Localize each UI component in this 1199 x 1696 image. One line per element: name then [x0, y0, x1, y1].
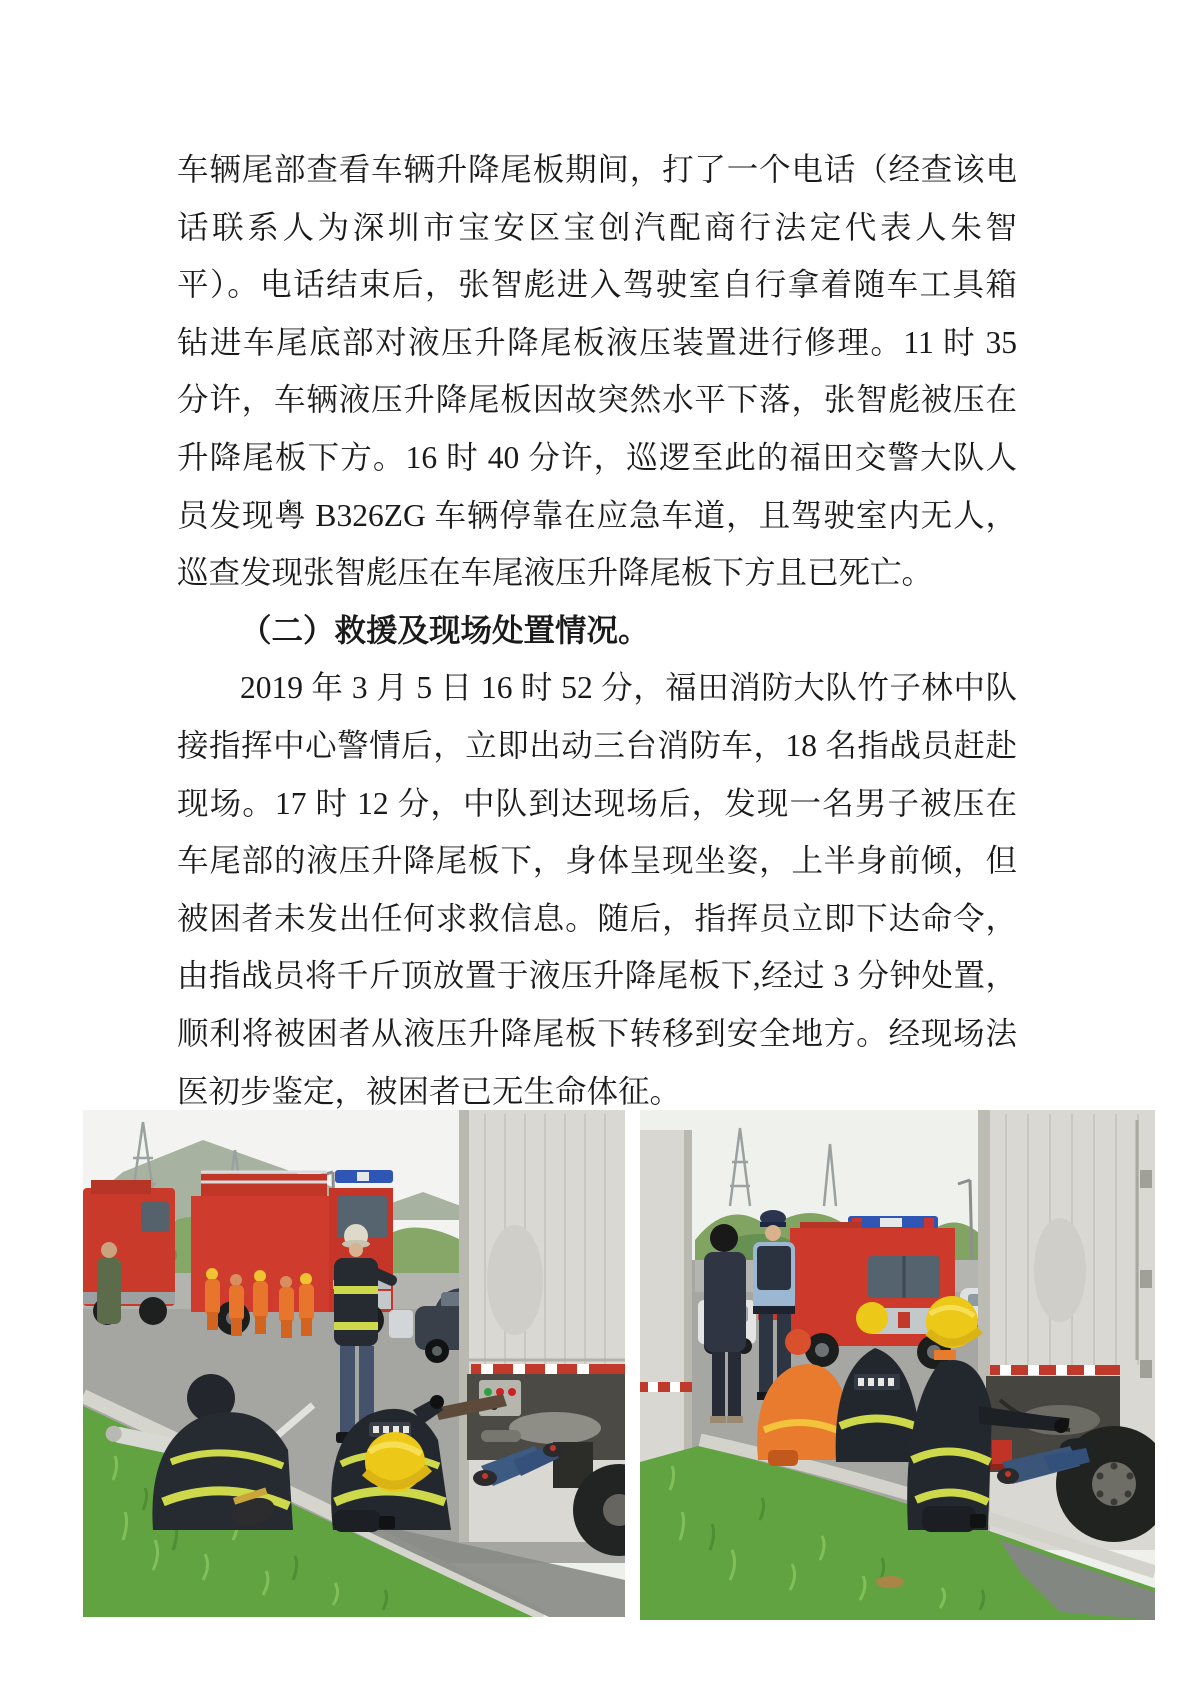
- section-heading: （二）救援及现场处置情况。: [240, 612, 650, 648]
- paragraph-line: 钻进车尾底部对液压升降尾板液压装置进行修理。11 时 35: [177, 324, 1017, 360]
- paragraph-line: 顺利将被困者从液压升降尾板下转移到安全地方。经现场法: [177, 1015, 1017, 1051]
- rescue-photo-left: [83, 1110, 625, 1617]
- paragraph-line: 升降尾板下方。16 时 40 分许，巡逻至此的福田交警大队人: [177, 439, 1017, 475]
- fire-truck-small: [83, 1180, 175, 1325]
- paragraph-line: 被困者未发出任何求救信息。随后，指挥员立即下达命令，: [177, 900, 1017, 936]
- paragraph-line: 由指战员将千斤顶放置于液压升降尾板下,经过 3 分钟处置，: [177, 958, 1017, 994]
- rescue-photo-right: [640, 1110, 1155, 1620]
- paragraph-line: 医初步鉴定，被困者已无生命体征。: [177, 1073, 682, 1109]
- paragraph-line: 接指挥中心警情后，立即出动三台消防车，18 名指战员赶赴: [177, 727, 1017, 763]
- paragraph-line: 2019 年 3 月 5 日 16 时 52 分，福田消防大队竹子林中队: [240, 670, 1017, 706]
- box-truck: [435, 1110, 625, 1556]
- body-text: [177, 141, 1017, 1120]
- box-truck: [978, 1110, 1155, 1550]
- paragraph-line: 平）。电话结束后，张智彪进入驾驶室自行拿着随车工具箱: [177, 267, 1017, 303]
- paragraph-line: 巡查发现张智彪压在车尾液压升降尾板下方且已死亡。: [177, 555, 934, 591]
- dry-leaf: [876, 1576, 904, 1588]
- silver-car: [389, 1310, 413, 1338]
- paragraph-line: 分许，车辆液压升降尾板因故突然水平下落，张智彪被压在: [177, 382, 1017, 418]
- paragraph-line: 话联系人为深圳市宝安区宝创汽配商行法定代表人朱智: [177, 209, 1017, 245]
- paragraph-line: 员发现粤 B326ZG 车辆停靠在应急车道，且驾驶室内无人，: [177, 497, 1017, 533]
- paragraph-line: 现场。17 时 12 分，中队到达现场后，发现一名男子被压在: [177, 785, 1017, 821]
- paragraph-line: 车辆尾部查看车辆升降尾板期间，打了一个电话（经查该电: [177, 152, 1017, 187]
- paragraph-line: 车尾部的液压升降尾板下，身体呈现坐姿，上半身前倾，但: [177, 843, 1017, 879]
